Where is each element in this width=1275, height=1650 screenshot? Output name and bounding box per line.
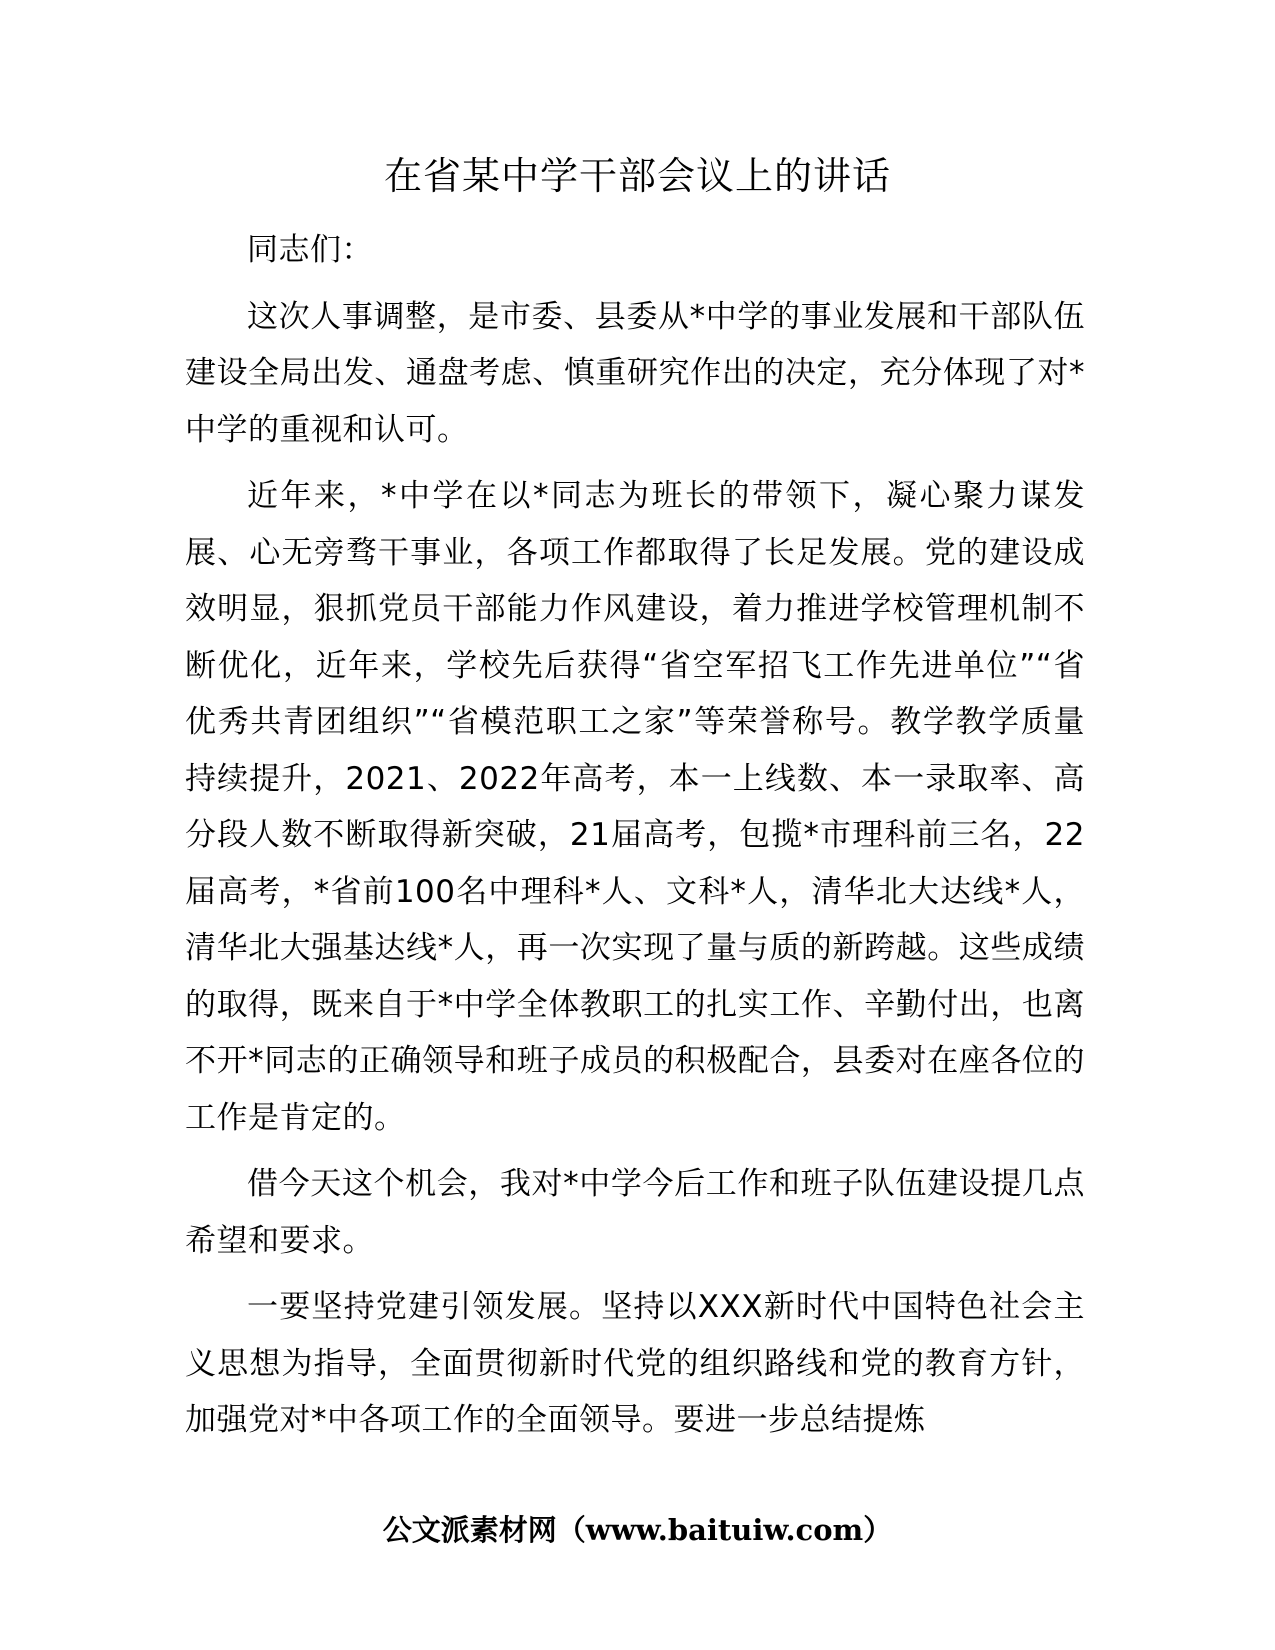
paragraph-4: 一要坚持党建引领发展。坚持以XXX新时代中国特色社会主义思想为指导，全面贯彻新时代党的组织路线和党的教育方针，加强党对*中各项工作的全面领导。要进一步总结提炼 (185, 1289, 1085, 1438)
document-body (185, 222, 1085, 1459)
paragraph-1: 这次人事调整，是市委、县委从*中学的事业发展和干部队伍建设全局出发、通盘考虑、慎重研究作出的决定，充分体现了对*中学的重视和认可。 (185, 298, 1085, 448)
salutation: 同志们： (247, 232, 373, 268)
paragraph-2: 近年来，*中学在以*同志为班长的带领下，凝心聚力谋发展、心无旁骛干事业，各项工作都取得了长足发展。党的建设成效明显，狠抓党员干部能力作风建设，着力推进学校管理机制不断优化，近年来，学校先后获得“省空军招飞工作先进单位”“省优秀共青团组织”“省模范职工之家”等荣誉称号。教学教学质量持续提升，2021、2022年高考，本一上线数、本一录取率、高分段人数不断取得新突破，21届高考，包揽*市理科前三名，22届高考，*省前100名中理科*人、文科*人，清华北大达线*人，清华北大强基达线*人，再一次实现了量与质的新跨越。这些成绩的取得，既来自于*中学全体教职工的扎实工作、辛勤付出，也离不开*同志的正确领导和班子成员的积极配合，县委对在座各位的工作是肯定的。 (185, 478, 1085, 1136)
document-title: 在省某中学干部会议上的讲话 (383, 154, 891, 198)
paragraph-3: 借今天这个机会，我对*中学今后工作和班子队伍建设提几点希望和要求。 (185, 1166, 1085, 1259)
footer-watermark: 公文派素材网（www.baituiw.com） (382, 1513, 893, 1547)
